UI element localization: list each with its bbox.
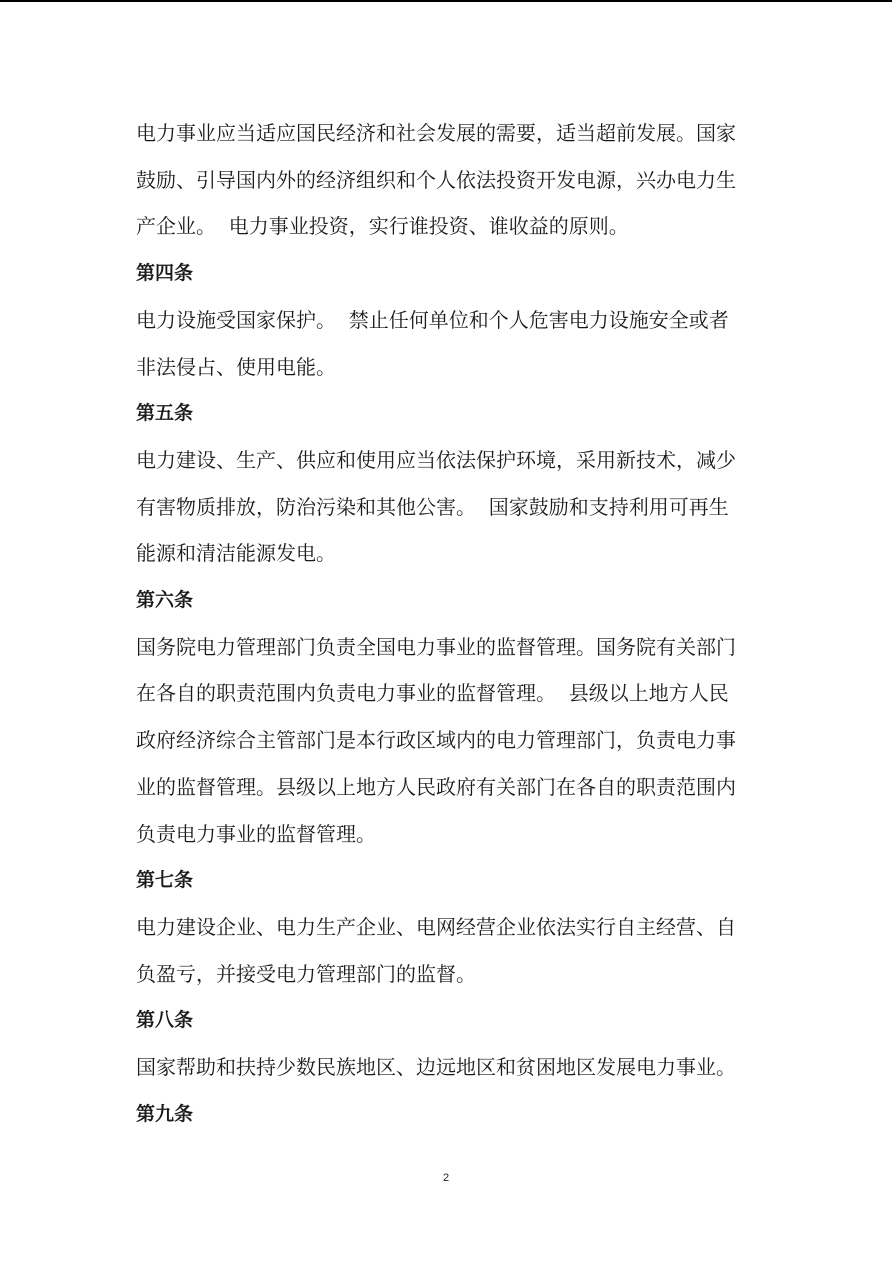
text-line: 电力事业应当适应国民经济和社会发展的需要，适当超前发展。国家	[136, 121, 736, 145]
article-heading: 第七条	[136, 869, 194, 892]
article-heading: 第四条	[136, 262, 194, 285]
text-line: 产企业。 电力事业投资，实行谁投资、谁收益的原则。	[136, 214, 629, 239]
document-body	[136, 110, 760, 1137]
text-line: 在各自的职责范围内负责电力事业的监督管理。 县级以上地方人民	[136, 681, 729, 706]
text-line: 鼓励、引导国内外的经济组织和个人依法投资开发电源，兴办电力生	[136, 167, 736, 192]
article-7	[136, 857, 760, 997]
text-line: 有害物质排放，防治污染和其他公害。 国家鼓励和支持利用可再生	[136, 494, 729, 519]
text-line: 能源和清洁能源发电。	[136, 541, 336, 566]
text-line: 国家帮助和扶持少数民族地区、边远地区和贫困地区发展电力事业。	[136, 1055, 736, 1080]
article-heading: 第五条	[136, 402, 194, 425]
article-8	[136, 997, 760, 1090]
text-line: 电力建设企业、电力生产企业、电网经营企业依法实行自主经营、自	[136, 914, 736, 939]
article-heading: 第六条	[136, 589, 194, 612]
text-line: 政府经济综合主管部门是本行政区域内的电力管理部门，负责电力事	[136, 728, 736, 753]
article-5	[136, 390, 760, 577]
text-line: 非法侵占、使用电能。	[136, 354, 336, 379]
article-heading: 第九条	[136, 1102, 194, 1125]
top-border-line	[0, 0, 892, 2]
intro-paragraph	[136, 110, 760, 250]
text-line: 负盈亏，并接受电力管理部门的监督。	[136, 961, 476, 986]
text-line: 电力设施受国家保护。 禁止任何单位和个人危害电力设施安全或者	[136, 307, 729, 332]
article-heading: 第八条	[136, 1009, 194, 1032]
text-line: 电力建设、生产、供应和使用应当依法保护环境，采用新技术，减少	[136, 447, 736, 472]
article-9	[136, 1091, 760, 1138]
page-number: 2	[442, 1172, 450, 1184]
text-line: 国务院电力管理部门负责全国电力事业的监督管理。国务院有关部门	[136, 634, 736, 659]
text-line: 负责电力事业的监督管理。	[136, 821, 376, 846]
article-6	[136, 577, 760, 857]
text-line: 业的监督管理。县级以上地方人民政府有关部门在各自的职责范围内	[136, 774, 736, 799]
article-4	[136, 250, 760, 390]
